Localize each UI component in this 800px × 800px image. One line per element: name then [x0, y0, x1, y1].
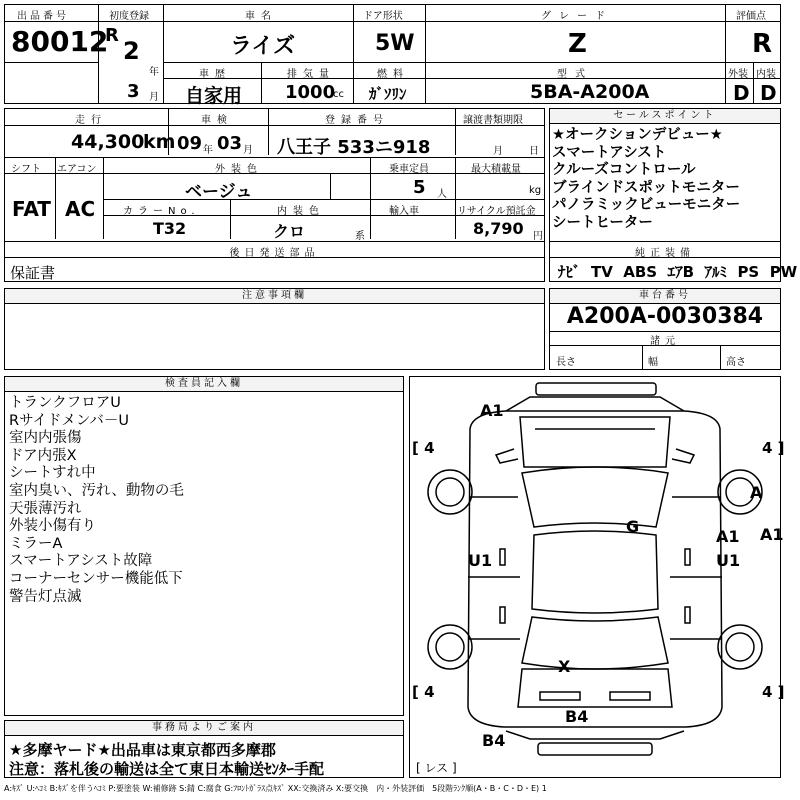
- damage-mark: A1: [480, 401, 504, 420]
- equipment-list: [558, 261, 797, 282]
- load-unit: kg: [529, 185, 542, 196]
- tire-bracket-open: [: [412, 683, 419, 701]
- int-color-label: 内装色: [277, 206, 325, 217]
- later-parts: 保証書: [10, 264, 56, 282]
- chassis-block: [549, 288, 781, 370]
- shift-label: シフト: [11, 164, 41, 175]
- mileage: 44,300: [71, 131, 145, 153]
- insp-year: 09: [177, 133, 203, 154]
- notes-label: 注意事項欄: [5, 289, 544, 304]
- damage-mark: A1: [760, 525, 784, 544]
- score: R: [752, 29, 773, 59]
- spare-bracket-open: [: [416, 761, 421, 775]
- car-name-label: 車名: [245, 11, 277, 22]
- tire-bracket-close: ]: [777, 683, 785, 701]
- inspector-line: ドア内張X: [9, 447, 77, 464]
- equipment-item: ABS: [623, 263, 658, 281]
- legend: A:ｷｽﾞ U:ﾍｺﾐ B:ｷｽﾞを伴うﾍｺﾐ P:要塗装 W:補修跡 S:錆 C:腐食 G:ﾌﾛﾝﾄｶﾞﾗｽ点ｷｽﾞ XX:交換済み X:要交換 内・外装評価 5段階ﾗﾝｸ順(A・B・C・D・E) 1: [4, 784, 547, 793]
- inspector-line: スマートアシスト故障: [9, 553, 153, 570]
- inspector-line: Rサイドメンバ－U: [9, 412, 130, 429]
- load-label: 最大積載量: [471, 164, 521, 175]
- exterior-grade: D: [733, 81, 750, 105]
- sales-point-item: パノラミックビューモニター: [552, 197, 741, 213]
- inspector-line: シートすれ中: [9, 465, 96, 482]
- equipment-item: ｱﾙﾐ: [704, 263, 727, 281]
- recycle-fee: 8,790: [473, 219, 524, 238]
- inspector-line: トランクフロアU: [9, 395, 121, 411]
- capacity-unit: 人: [437, 189, 447, 200]
- damage-mark: B4: [565, 707, 589, 726]
- ac: AC: [65, 197, 96, 221]
- int-color: クロ: [273, 222, 306, 241]
- header-block: [4, 4, 781, 107]
- spec-label: 諸元: [650, 336, 680, 347]
- sales-point-item: シートヒーター: [552, 214, 653, 231]
- capacity-label: 乗車定員: [389, 164, 429, 175]
- damage-mark: B4: [482, 731, 506, 750]
- reg-year: 2: [123, 37, 140, 65]
- history: 自家用: [185, 85, 243, 107]
- office-line-2: 注意：落札後の輸送は全て東日本輸送ｾﾝﾀｰ手配: [9, 760, 325, 778]
- office-line-1: ★多摩ヤード★出品車は東京都西多摩郡: [9, 741, 276, 759]
- tire-bracket-open: [: [412, 439, 419, 457]
- grade-label: グレード: [541, 11, 613, 22]
- insp-year-unit: 年: [203, 145, 213, 156]
- equipment-item: ﾅﾋﾞ: [558, 263, 581, 281]
- lot-number: 80012: [11, 25, 109, 58]
- ext-color: ベージュ: [185, 182, 253, 202]
- mileage-unit: km: [143, 131, 176, 153]
- transfer-month: 月: [493, 146, 503, 157]
- spare-tire: [416, 759, 457, 776]
- car-outline: [410, 377, 780, 777]
- equipment-item: PS: [737, 263, 760, 281]
- sales-point-item: クルーズコントロール: [552, 162, 696, 178]
- damage-mark: X: [558, 657, 571, 676]
- damage-mark: U1: [716, 551, 741, 570]
- first-reg-label: 初度登録: [109, 11, 149, 22]
- office-label: 事務局よりご案内: [5, 721, 403, 736]
- chassis-number: A200A-0030384: [566, 304, 764, 329]
- interior-grade: D: [760, 81, 777, 105]
- inspector-line: 室内臭い、汚れ、動物の毛: [9, 482, 184, 499]
- width-label: 幅: [648, 357, 658, 368]
- inspector-line: ミラーA: [9, 535, 63, 552]
- damage-mark: U1: [468, 551, 493, 570]
- reg-no-label: 登録番号: [325, 115, 389, 126]
- equipment-item: ｴｱB: [667, 263, 695, 281]
- color-no-label: カラーNo.: [123, 206, 200, 217]
- office-block: [4, 720, 404, 778]
- model-code: 5BA-A200A: [530, 81, 650, 103]
- later-parts-label: 後日発送部品: [229, 248, 320, 259]
- exterior-label: 外装: [728, 69, 748, 80]
- color-no: T32: [153, 219, 187, 238]
- chassis-label: 車台番号: [550, 289, 780, 304]
- tire-bracket-close: ]: [777, 439, 785, 457]
- tire-tread-rl: [412, 683, 435, 701]
- import-label: 輸入車: [389, 206, 419, 217]
- insp-month-unit: 月: [243, 145, 253, 156]
- mileage-label: 走行: [75, 115, 107, 126]
- equipment-label: 純正装備: [635, 248, 695, 259]
- era: R: [105, 25, 119, 46]
- year-unit: 年: [149, 67, 159, 78]
- sales-point-item: スマートアシスト: [552, 144, 667, 161]
- tire-tread-fr: [762, 439, 785, 457]
- recycle-unit: 円: [533, 231, 543, 242]
- damage-mark: A1: [716, 527, 740, 546]
- reg-no: 八王子 533ニ918: [277, 137, 431, 158]
- grade: Z: [568, 29, 587, 59]
- interior-label: 内装: [756, 69, 776, 80]
- sales-point-item: ★オークションデビュー★: [552, 127, 723, 143]
- height-label: 高さ: [726, 357, 746, 368]
- door-type: 5W: [375, 31, 415, 56]
- inspector-label: 検査員記入欄: [5, 377, 403, 392]
- inspector-line: 警告灯点滅: [9, 588, 82, 605]
- inspector-notes: [9, 395, 184, 606]
- sales-point-item: ブラインドスポットモニター: [552, 179, 740, 196]
- displacement-unit: cc: [333, 89, 344, 100]
- inspector-line: 天張薄汚れ: [9, 500, 82, 517]
- tire-depth: 4: [424, 683, 435, 701]
- damage-diagram: [409, 376, 785, 778]
- ac-label: エアコン: [57, 164, 97, 175]
- sales-point-list: [552, 127, 740, 232]
- inspector-line: 外装小傷有り: [9, 518, 96, 535]
- equipment-item: TV: [590, 263, 613, 281]
- equipment-item: PW: [769, 263, 798, 281]
- fuel-label: 燃料: [377, 69, 409, 80]
- inspector-block: [4, 376, 404, 716]
- inspector-line: 室内内張傷: [9, 430, 82, 447]
- recycle-label: リサイクル預託金: [457, 206, 536, 217]
- tire-depth: 4: [762, 683, 773, 701]
- sales-point-block: [549, 108, 798, 282]
- tire-tread-rr: [762, 683, 785, 701]
- tire-tread-fl: [412, 439, 435, 457]
- inspector-line: コーナーセンサー機能低下: [9, 570, 183, 587]
- damage-mark: A: [750, 483, 763, 502]
- shift: FAT: [12, 197, 51, 221]
- displacement: 1000: [285, 82, 336, 103]
- color-label: 外装色: [215, 164, 263, 175]
- spare-label: レス: [424, 761, 449, 775]
- int-color-unit: 系: [355, 231, 365, 242]
- transfer-label: 譲渡書類期限: [463, 115, 523, 126]
- length-label: 長さ: [556, 357, 576, 368]
- displacement-label: 排気量: [287, 69, 335, 80]
- fuel: ｶﾞｿﾘﾝ: [369, 85, 407, 103]
- reg-month: 3: [127, 81, 140, 102]
- capacity: 5: [413, 177, 426, 198]
- spare-bracket-close: ]: [451, 761, 457, 775]
- transfer-day: 日: [529, 146, 539, 157]
- tire-depth: 4: [762, 439, 773, 457]
- door-label: ドア形状: [363, 11, 403, 22]
- insp-month: 03: [217, 133, 243, 154]
- damage-mark: G: [626, 517, 640, 536]
- history-label: 車歴: [199, 69, 231, 80]
- details-block: [4, 108, 545, 282]
- inspection-label: 車検: [201, 115, 233, 126]
- model-label: 型式: [557, 69, 593, 80]
- month-unit: 月: [149, 92, 159, 103]
- sales-point-label: セールスポイント: [550, 109, 780, 124]
- tire-depth: 4: [424, 439, 435, 457]
- notes-block: [4, 288, 545, 370]
- score-label: 評価点: [736, 11, 766, 22]
- car-name: ライズ: [230, 34, 296, 59]
- lot-label: 出品番号: [17, 11, 69, 22]
